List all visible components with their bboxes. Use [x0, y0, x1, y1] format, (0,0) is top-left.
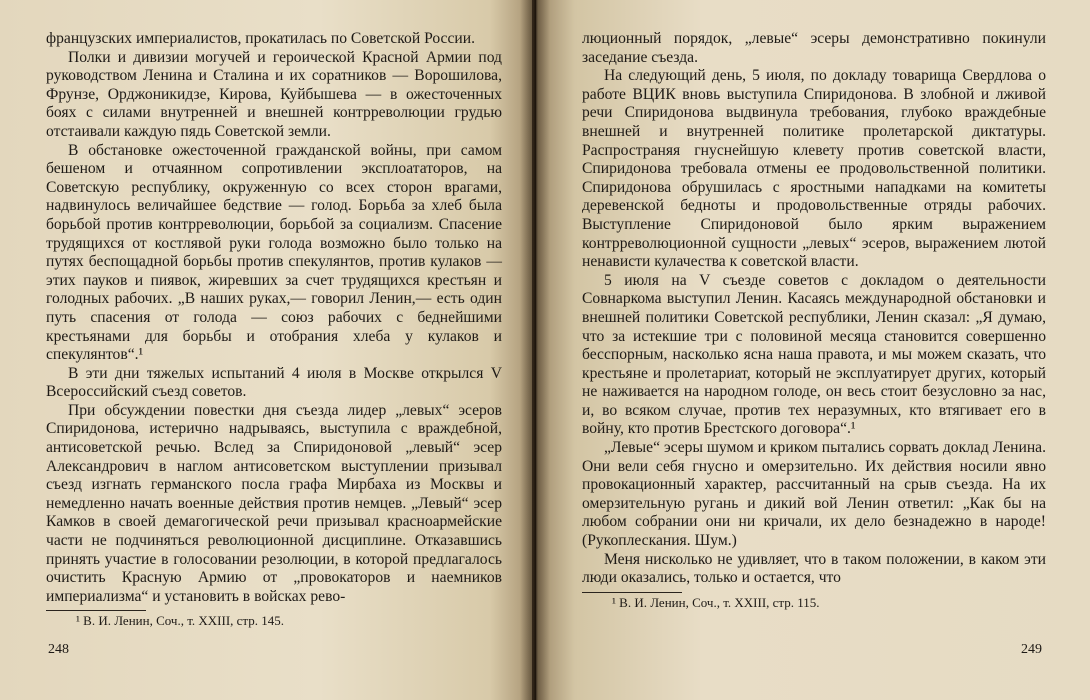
- left-paragraph-3: В обстановке ожесточенной гражданской войны, при самом бешеном и отчаянном сопротивлении эксплоататоров, на Советскую республику, окруженную со всех сторон врагами, надвинулось величайшее бедствие — голод. Борьба за хлеб была борьбой против контрреволюции, борьбой за социализм. Спасение трудящихся от костлявой руки голода возможно было только на путях беспощадной борьбы против спекулянтов, против кулаков — этих пауков и пиявок, жиревших за счет трудящихся крестьян и голодных рабочих. „В наших руках,— говорил Ленин,— есть один путь спасения от голода — союз рабочих с беднейшими крестьянами для борьбы и отобрания хлеба у кулаков и спекулянтов“.¹: [46, 141, 502, 364]
- right-paragraph-1: люционный порядок, „левые“ эсеры демонстративно покинули заседание съезда.: [582, 30, 1046, 66]
- right-paragraph-5: Меня нисколько не удивляет, что в таком положении, в каком эти люди оказались, только и остается, что: [582, 550, 1046, 587]
- left-paragraph-1: французских империалистов, прокатилась по Советской России.: [46, 30, 475, 47]
- left-footnote: ¹ В. И. Ленин, Соч., т. XXIII, стр. 145.: [76, 613, 285, 629]
- left-paragraph-5: При обсуждении повестки дня съезда лидер „левых“ эсеров Спиридонова, истерично надрываясь, выступила с враждебной, антисоветской речью. Вслед за Спиридоновой „левый“ эсер Александрович в наглом антисоветском выступлении призывал съезд изгнать германского посла графа Мирбаха из Москвы и немедленно начать военные действия против немцев. „Левый“ эсер Камков в своей демагогической речи призывал красноармейские части не подчиняться революционной дисциплине. Отказавшись принять участие в голосовании резолюции, в которой предлагалось очистить Красную Армию от „провокаторов и наемников империализма“ и установить в войсках рево-: [46, 401, 502, 605]
- footnote-rule: [46, 610, 146, 611]
- right-footnote: ¹ В. И. Ленин, Соч., т. XXIII, стр. 115.: [612, 594, 820, 610]
- right-paragraph-4: „Левые“ эсеры шумом и криком пытались сорвать доклад Ленина. Они вели себя гнусно и омерзительно. Их действия носили явно провокационный характер, рассчитанный на срыв съезда. На их омерзительную ругань и дикий вой Ленин ответил: „Как бы на любом собрании они ни кричали, их дело безнадежно в народе! (Рукоплескания. Шум.): [582, 439, 1046, 550]
- right-paragraph-2: На следующий день, 5 июля, по докладу товарища Свердлова о работе ВЦИК вновь выступила Спиридонова. В злобной и лживой речи Спиридонова выдвинула требования, глубоко враждебные внешней и внутренней политике пролетарской диктатуры. Распространяя гнуснейшую клевету против советской власти, Спиридонова требовала отмены ее продовольственной политики. Спиридонова обрушилась с яростными нападками на комитеты деревенской бедноты и продовольственные отряды рабочих. Выступление Спиридоновой было ярким выражением контрреволюционной сущности „левых“ эсеров, выражением лютой ненависти кулачества к советской власти.: [582, 67, 1046, 271]
- left-page-number: 248: [48, 642, 69, 657]
- left-paragraph-4: В эти дни тяжелых испытаний 4 июля в Москве открылся V Всероссийский съезд советов.: [46, 364, 502, 401]
- right-page-number: 249: [1021, 642, 1042, 657]
- left-paragraph-2: Полки и дивизии могучей и героической Красной Армии под руководством Ленина и Сталина и их соратников — Ворошилова, Фрунзе, Орджоникидзе, Кирова, Куйбышева — в ожесточенных боях с силами внутренней и внешней контрреволюции грудью отстаивали каждую пядь Советской земли.: [46, 48, 502, 140]
- footnote-rule: [582, 592, 682, 593]
- right-paragraph-3: 5 июля на V съезде советов с докладом о деятельности Совнаркома выступил Ленин. Касаясь международной обстановки и внешней политики Советской республики, Ленин сказал: „Я думаю, что за истекшие три с половиной месяца становится совершенно бесспорным, насколько ясна наша правота, и мы можем сказать, что крестьяне и пролетариат, который не эксплуатирует других, который не наживается на народном голоде, он весь стоит безусловно за нас, и, во всяком случае, против тех неразумных, кто втягивает его в войну, кто против Брестского договора“.¹: [582, 271, 1046, 438]
- left-page: [0, 0, 532, 700]
- book-gutter: [520, 0, 550, 700]
- right-page-text: [582, 30, 1046, 588]
- right-page: [536, 0, 1090, 700]
- left-page-text: [46, 30, 502, 606]
